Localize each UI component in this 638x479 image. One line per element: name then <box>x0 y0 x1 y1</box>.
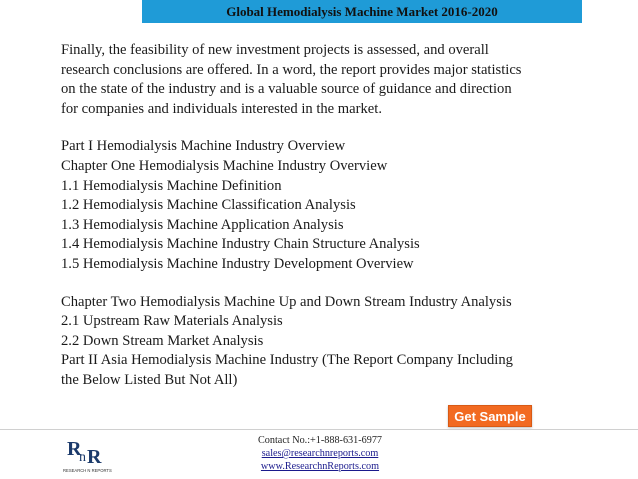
page-title: Global Hemodialysis Machine Market 2016-2020 <box>226 3 498 19</box>
svg-text:RESEARCH N REPORTS: RESEARCH N REPORTS <box>63 468 112 473</box>
toc-item: 1.4 Hemodialysis Machine Industry Chain Structure Analysis <box>61 236 420 253</box>
intro-line: Finally, the feasibility of new investment projects is assessed, and overall <box>61 42 489 58</box>
svg-text:n: n <box>79 450 86 465</box>
toc-item: Chapter Two Hemodialysis Machine Up and Down Stream Industry Analysis <box>61 293 512 310</box>
toc-item: 2.1 Upstream Raw Materials Analysis <box>61 313 283 330</box>
main-content <box>61 41 601 391</box>
intro-line: for companies and individuals interested in the market. <box>61 100 382 117</box>
toc-item: Chapter One Hemodialysis Machine Industry Overview <box>61 157 388 174</box>
get-sample-button[interactable]: Get Sample <box>448 405 532 427</box>
toc-item: 1.5 Hemodialysis Machine Industry Development Overview <box>61 255 414 272</box>
intro-line: research conclusions are offered. In a word, the report provides major statistics <box>61 61 522 78</box>
spacer <box>61 275 601 293</box>
header-bar <box>142 0 582 23</box>
toc-item: 1.1 Hemodialysis Machine Definition <box>61 177 282 194</box>
footer-divider <box>0 429 638 430</box>
contact-website-link[interactable]: www.ResearchnReports.com <box>260 461 380 472</box>
contact-phone: Contact No.:+1-888-631-6977 <box>257 435 383 446</box>
contact-email-link[interactable]: sales@researchnreports.com <box>261 448 379 459</box>
contact-block <box>220 434 420 473</box>
svg-text:R: R <box>87 446 102 468</box>
svg-text:R: R <box>67 438 82 460</box>
toc-item: 1.3 Hemodialysis Machine Application Analysis <box>61 216 344 233</box>
company-logo <box>61 433 113 475</box>
toc-item: the Below Listed But Not All) <box>61 371 238 388</box>
toc-item: Part I Hemodialysis Machine Industry Overview <box>61 138 346 155</box>
spacer <box>61 119 601 137</box>
intro-line: on the state of the industry and is a valuable source of guidance and direction <box>61 81 512 98</box>
toc-item: 2.2 Down Stream Market Analysis <box>61 332 264 349</box>
toc-item: Part II Asia Hemodialysis Machine Industry (The Report Company Including <box>61 352 513 369</box>
toc-item: 1.2 Hemodialysis Machine Classification Analysis <box>61 197 356 214</box>
